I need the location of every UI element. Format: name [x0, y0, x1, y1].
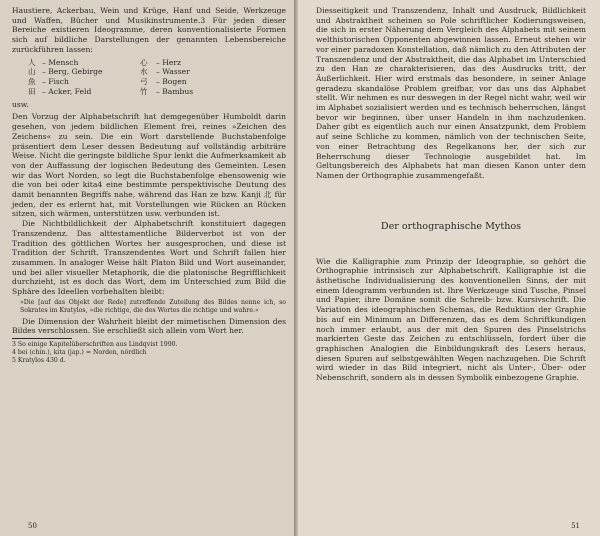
ideogram-meaning: – Acker, Feld: [42, 86, 92, 96]
ideogram-row: [28, 87, 286, 97]
right-paragraph-1: Diesseitigkeit und Transzendenz, Inhalt und Ausdruck, Bildlichkeit und Abstraktheit scheinen so Pole schriftlicher Kodierungsweisen, die sich in erster Näherung dem Vergleich des Alphabets mit seinem welthistorischen Opponenten abgewinnen lassen. Erneut stehen wir vor einer paradoxen Konstellation, daß nämlich zu den Attributen der Transzendenz und der Abstraktheit, die das Alphabet im Unterschied zu den Han ze charakterisieren, das des Ausdrucks tritt, der Äußerlichkeit. Hier wird erstmals das besondere, in seiner Anlage geradezu skandalöse Problem greifbar, vor das uns das Alphabet stellt. Wir nehmen es nur deswegen in der Regel nicht wahr, weil wir im Alphabet sozialisiert werden und es technisch beherrschen, längst bevor wir beginnen, über unser Handeln in ihm nachzudenken. Daher gibt es eigentlich auch nur einen Ansatzpunkt, dem Problem auf seine Schliche zu kommen, nämlich von der technischen Seite, von einer Betrachtung des Regelkanons her, der sich zur Beherrschung dieser Technologie ausgebildet hat. Im Geltungsbereich des Alphabets hat man diesen Kanon unter dem Namen der Orthographie zusammengefaßt.: [316, 6, 586, 180]
ideogram-row: [28, 77, 286, 87]
ideogram-char: 水: [140, 67, 148, 77]
footnote-divider: [12, 338, 72, 339]
page-number: 50: [28, 522, 37, 530]
page-number: 51: [571, 522, 580, 530]
ideogram-char: 魚: [28, 77, 36, 87]
footnote: 4 bei (chin.), kita (jap.) = Norden, nördlich: [12, 349, 147, 357]
ideogram-meaning: – Bogen: [156, 77, 187, 87]
ideogram-char: 田: [28, 86, 36, 96]
usw-text: usw.: [12, 99, 29, 109]
footnotes: [12, 341, 286, 365]
ideogram-meaning: – Herz: [156, 57, 181, 67]
ideogram-char: 心: [140, 57, 148, 67]
ideogram-meaning: – Fisch: [42, 77, 69, 87]
section-heading: Der orthographische Mythos: [380, 220, 522, 232]
ideogram-meaning: – Bambus: [156, 86, 194, 96]
right-paragraph-2: Wie die Kalligraphie zum Prinzip der Ideographie, so gehört die Orthographie intrinsisch zur Alphabetschrift. Kalligraphie ist die ästhetische Individualisierung des konventionellen Sinns, der mit einem Ideogramm verbunden ist. Ihre Werkzeuge sind Tusche, Pinsel und Papier, ihre Domäne somit die Schreib- bzw. Kursivschrift. Die Variation des ideographischen Schemas, die Reduktion der Graphie bis auf ein Minimum an Differenzen, das es dem Schriftkundigen noch immer erlaubt, aus der mit den Spuren des Pinselstrichs markierten Geste das Zeichen zu entschlüsseln, fordert über die graphischen Analogien die Einbildungskraft des Lesers heraus, diesen Spuren auf selbstgewählten Wegen nachzugehen. Die Schrift wird wieder in das Bild integriert, nicht als Unter-, Über- oder Nebenschrift, sondern als in dessen Symbolik einbezogene Graphie.: [316, 256, 586, 383]
left-paragraph-3: Die Nichtbildlichkeit der Alphabetschrift konstituiert dagegen Transzendenz. Das alttestamentliche Bilderverbot ist von der Tradition des göttlichen Wortes her ausgesprochen, und diese ist Tradition der Schrift. Transzendentes Wort und Schrift fallen hier zusammen. In analoger Weise hält Platon Bild und Wort auseinander, und bei aller visueller Metaphorik, die die platonische Begrifflichkeit durchzieht, ist es doch das Wort, dem im Unterschied zum Bild die Sphäre des Ideellen vorbehalten bleibt:: [12, 219, 286, 297]
footnote: 3 So einige Kapitelüberschriften aus Lindqvist 1990.: [12, 341, 178, 349]
right-page: [298, 0, 600, 536]
footnote: 5 Kratylos 430 d.: [12, 357, 66, 365]
left-paragraph-2: Den Vorzug der Alphabetschrift hat demgegenüber Humboldt darin gesehen, von jedem bildlichen Element frei, reines »Zeichen des Zeichens« zu sein. Die ein Wort darstellende Buchstabenfolge präsentiert dem Leser dessen Bedeutung auf vollständig arbiträre Weise. Nicht die geringste bildliche Spur lenkt die Aufmerksamkeit ab von der Auffassung der logischen Bedeutung des Gemeinten. Lesen wir das Wort Norden, so legt die Buchstabenfolge ebensowenig wie die von bei oder kita4 eine bestimmte perspektivische Deutung des damit benannten Begriffs nahe, während das Han ze bzw. Kanji 北 für jeden, der es erlernt hat, mit Vorstellungen wie Rücken an Rücken sitzen, sich wärmen, unterstützen usw. verbunden ist.: [12, 112, 286, 219]
ideogram-row: [28, 67, 286, 77]
left-paragraph-4: Die Dimension der Wahrheit bleibt der mimetischen Dimension des Bildes verschlossen. Sie erschließt sich allein vom Wort her.: [12, 316, 286, 336]
left-intro-paragraph: Haustiere, Ackerbau, Wein und Krüge, Hanf und Seide, Werkzeuge und Waffen, Bücher und Musikinstrumente.3 Für jeden dieser Bereiche existieren Ideogramme, deren konventionalisierte Formen sich auf bildliche Darstellungen der genannten Lebensbereiche zurückführen lassen:: [12, 6, 286, 54]
ideogram-table: [28, 58, 286, 97]
ideogram-char: 竹: [140, 86, 148, 96]
ideogram-meaning: – Wasser: [156, 67, 190, 77]
ideogram-char: 山: [28, 67, 36, 77]
left-page: [0, 0, 296, 536]
quote-kratylos: »Die [auf das Objekt der Rede] zutreffende Zuteilung des Bildes nenne ich, so Sokrates im Kratylos, »die richtige, die des Wortes die richtige und wahre.«: [20, 298, 286, 314]
ideogram-char: 弓: [140, 77, 148, 87]
ideogram-row: [28, 58, 286, 68]
ideogram-meaning: – Mensch: [42, 57, 79, 67]
ideogram-meaning: – Berg, Gebirge: [42, 67, 103, 77]
ideogram-char: 人: [28, 57, 36, 67]
